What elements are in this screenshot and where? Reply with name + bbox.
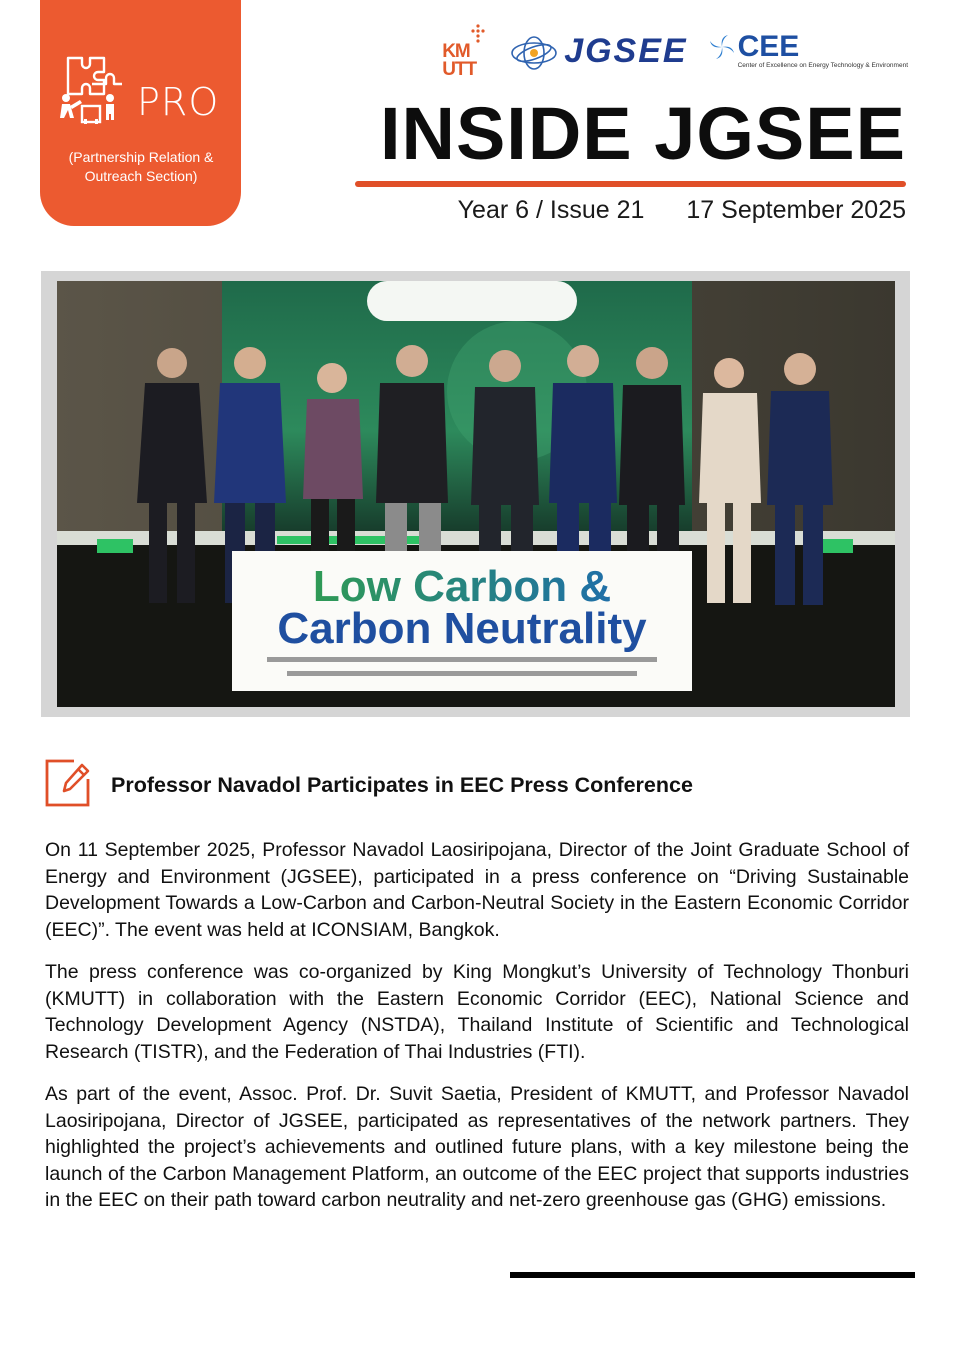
partner-logos: [442, 18, 908, 84]
jgsee-logo: [508, 29, 687, 73]
pro-subtitle: (Partnership Relation & Outreach Section): [68, 149, 214, 184]
footer-divider: [510, 1272, 915, 1278]
article-paragraph: As part of the event, Assoc. Prof. Dr. Suvit Saetia, President of KMUTT, and Professor Navadol Laosiripojana, Director of JGSEE, participated as representatives of the network partners. They highlighted the project’s achievements and outlined future plans, with a key milestone being the launch of the Carbon Management Platform, an outcome of the EEC project that supports industries in the EEC on their path toward carbon neutrality and net-zero greenhouse gas (GHG) emissions.: [45, 1083, 909, 1211]
edit-icon: [44, 757, 92, 809]
kmutt-logo: [442, 21, 488, 81]
jgsee-emblem-icon: [508, 29, 560, 73]
article-body: [45, 837, 909, 1230]
event-photo: [57, 281, 895, 707]
title-divider: [355, 181, 906, 187]
article-headline: Professor Navadol Participates in EEC Press Conference: [111, 773, 693, 797]
banner-line-2: Carbon Neutrality: [277, 604, 647, 653]
banner-line-1: Low Carbon &: [312, 562, 612, 611]
pro-label: PRO: [137, 80, 220, 124]
photo-frame: [41, 271, 910, 717]
issue-number: Year 6 / Issue 21: [457, 196, 645, 224]
cee-logo: [708, 32, 908, 70]
article-paragraph: On 11 September 2025, Professor Navadol Laosiripojana, Director of the Joint Graduate School of Energy and Environment (JGSEE), participated in a press conference on “Driving Sustainable Development Towards a Low-Carbon and Carbon-Neutral Society in the Eastern Economic Corridor (EEC)”. The event was held at ICONSIAM, Bangkok.: [45, 839, 909, 941]
kmutt-wordmark: KM UTT: [442, 41, 477, 80]
puzzle-team-icon: [56, 54, 126, 128]
newsletter-title: INSIDE JGSEE: [379, 92, 906, 175]
cee-subtitle: Center of Excellence on Energy Technology & Environment: [737, 62, 908, 69]
article-paragraph: The press conference was co-organized by King Mongkut’s University of Technology Thonburi (KMUTT) in collaboration with the Eastern Economic Corridor (EEC), National Science and Technology Development Agency (NSTDA), Thailand Institute of Scientific and Technological Research (TISTR), and the Federation of Thai Industries (FTI).: [45, 961, 909, 1063]
issue-line: [458, 196, 906, 225]
pro-badge: [40, 0, 241, 226]
cee-wordmark: CEE: [737, 30, 800, 63]
issue-date: 17 September 2025: [686, 196, 906, 224]
cee-swirl-icon: [708, 33, 736, 61]
jgsee-wordmark: JGSEE: [564, 31, 688, 70]
kmutt-cross-icon: [469, 23, 487, 45]
